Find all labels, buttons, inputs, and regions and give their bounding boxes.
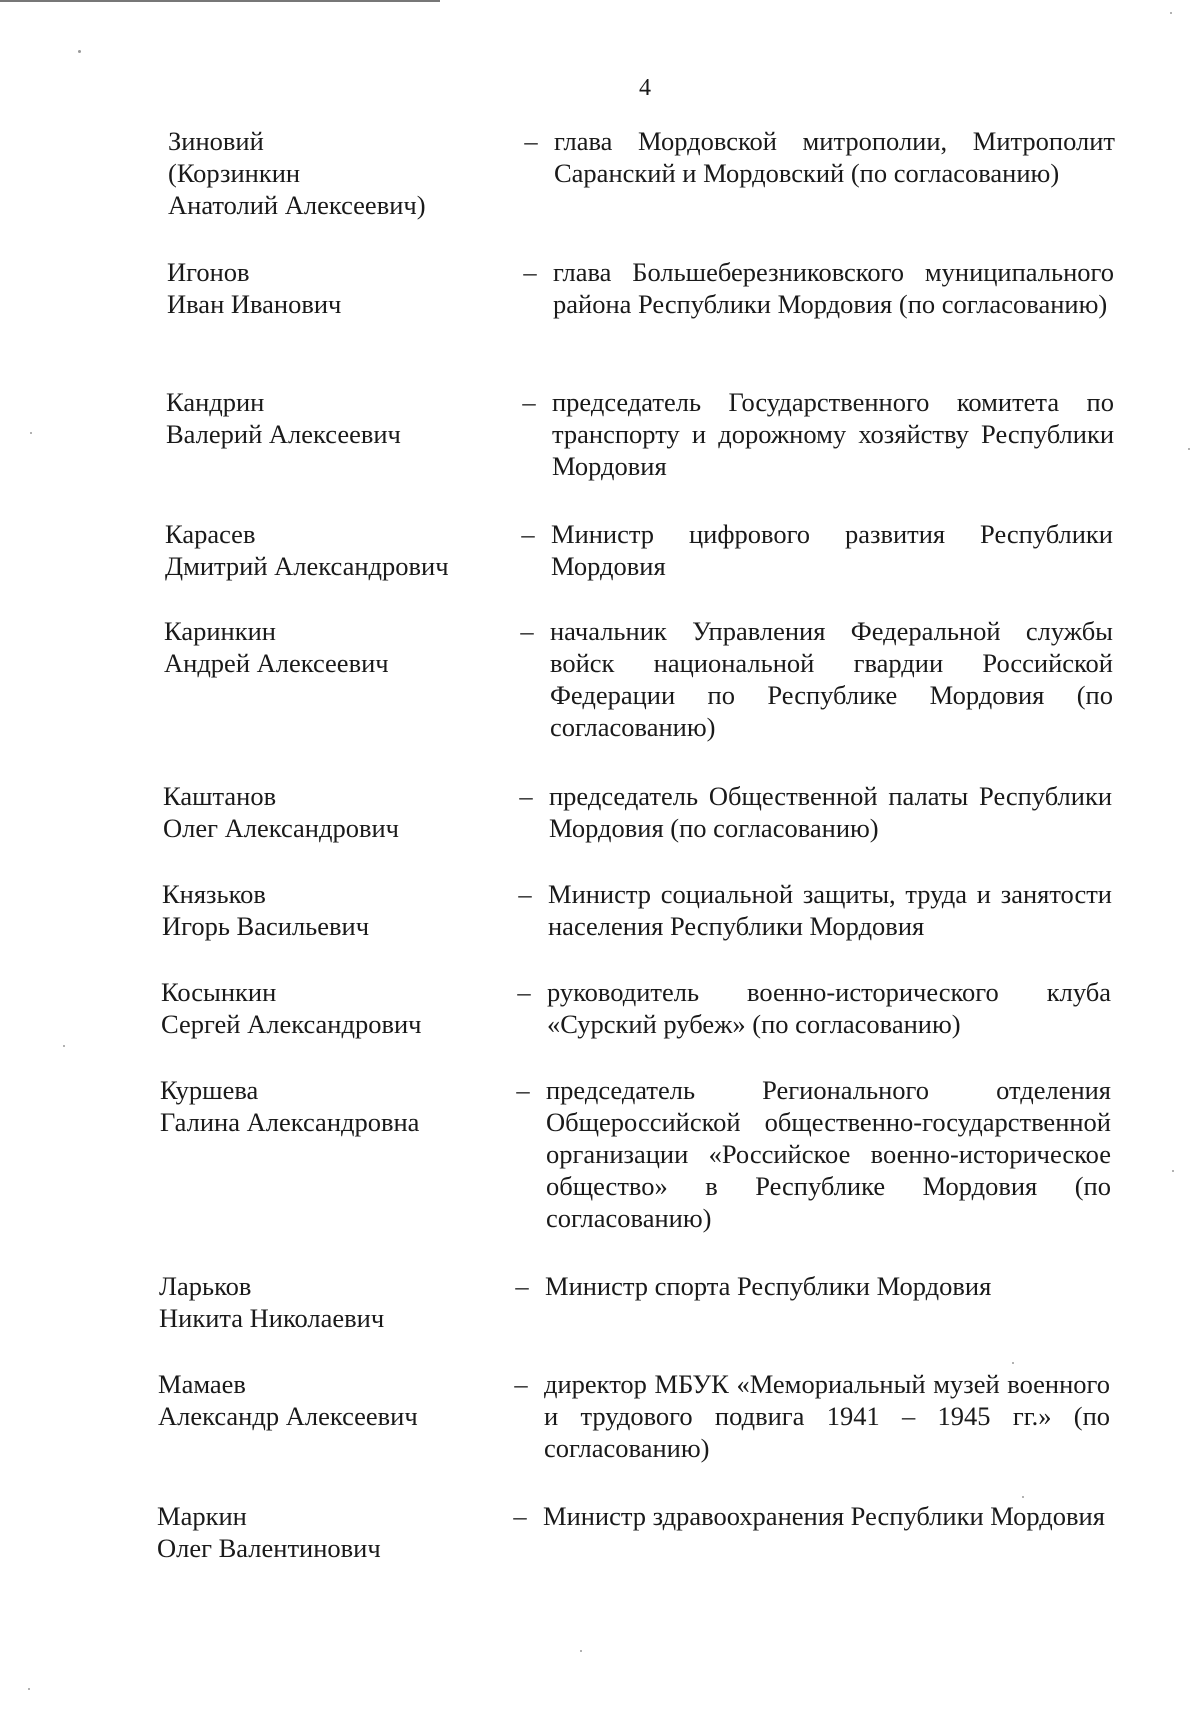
- member-role: председатель Общественной палаты Республики Мордовия (по согласованию): [549, 781, 1112, 843]
- member-name: [160, 1074, 490, 1138]
- member-name: [158, 1368, 488, 1432]
- member-role: Министр социальной защиты, труда и занятости населения Республики Мордовия: [548, 879, 1112, 941]
- scan-speck: [1022, 1496, 1024, 1498]
- member-name: [164, 615, 494, 679]
- member-role: руководитель военно-исторического клуба «Сурский рубеж» (по согласованию): [547, 977, 1111, 1039]
- member-role: председатель Регионального отделения Общероссийской общественно-государственной организации «Российское военно-историческое общество» в Республике Мордовия (по согласованию): [546, 1075, 1111, 1233]
- member-name-line: Никита Николаевич: [159, 1303, 385, 1333]
- scan-speck: [28, 1688, 30, 1690]
- member-name: [165, 518, 495, 582]
- dash-separator: –: [513, 1501, 527, 1531]
- dash-separator: –: [517, 977, 531, 1007]
- member-name-line: Галина Александровна: [160, 1107, 420, 1137]
- member-role: начальник Управления Федеральной службы войск национальной гвардии Российской Федерации по Республике Мордовия (по согласованию): [550, 616, 1113, 742]
- scan-speck: [78, 50, 81, 53]
- member-name-line: Куршева: [160, 1075, 259, 1105]
- dash-separator: –: [520, 616, 534, 646]
- member-role: председатель Государственного комитета по транспорту и дорожному хозяйству Республики Мордовия: [552, 387, 1114, 481]
- member-name-line: Князьков: [162, 879, 266, 909]
- dash-separator: –: [524, 126, 538, 156]
- member-name-line: Олег Валентинович: [157, 1533, 381, 1563]
- dash-separator: –: [522, 387, 536, 417]
- member-name: [163, 780, 493, 844]
- member-name: [157, 1500, 487, 1564]
- member-name: [159, 1270, 489, 1334]
- member-name-line: Каринкин: [164, 616, 276, 646]
- member-name-line: (Корзинкин: [168, 158, 301, 188]
- member-name-line: Мамаев: [158, 1369, 246, 1399]
- member-name-line: Валерий Алексеевич: [166, 419, 401, 449]
- dash-separator: –: [516, 1075, 530, 1105]
- member-role: Министр здравоохранения Республики Мордовия: [543, 1501, 1105, 1531]
- dash-separator: –: [519, 781, 533, 811]
- page-number: 4: [639, 75, 651, 101]
- member-name-line: Игонов: [167, 257, 250, 287]
- member-role: Министр спорта Республики Мордовия: [545, 1271, 992, 1301]
- member-name-line: Дмитрий Александрович: [165, 551, 449, 581]
- member-name-line: Косынкин: [161, 977, 277, 1007]
- scan-speck: [580, 1650, 582, 1652]
- member-name-line: Ларьков: [159, 1271, 252, 1301]
- member-name-line: Зиновий: [168, 126, 264, 156]
- member-name-line: Маркин: [157, 1501, 247, 1531]
- member-name-line: Александр Алексеевич: [158, 1401, 418, 1431]
- member-name-line: Игорь Васильевич: [162, 911, 370, 941]
- member-role: глава Большеберезниковского муниципального района Республики Мордовия (по согласованию): [553, 257, 1114, 319]
- member-role: директор МБУК «Мемориальный музей военного и трудового подвига 1941 – 1945 гг.» (по согласованию): [544, 1369, 1110, 1463]
- member-role: Министр цифрового развития Республики Мордовия: [551, 519, 1113, 581]
- member-name: [162, 878, 492, 942]
- scan-speck: [30, 432, 32, 434]
- dash-separator: –: [518, 879, 532, 909]
- scan-speck: [1188, 448, 1190, 450]
- member-name-line: Кандрин: [166, 387, 265, 417]
- dash-separator: –: [521, 519, 535, 549]
- member-name-line: Андрей Алексеевич: [164, 648, 389, 678]
- member-name-line: Сергей Александрович: [161, 1009, 422, 1039]
- member-role: глава Мордовской митрополии, Митрополит Саранский и Мордовский (по согласованию): [554, 126, 1115, 188]
- member-name-line: Анатолий Алексеевич): [168, 190, 426, 220]
- member-name: [167, 256, 497, 320]
- scan-speck: [1012, 1362, 1014, 1364]
- member-name-line: Олег Александрович: [163, 813, 399, 843]
- scan-speck: [1172, 1170, 1174, 1172]
- scan-speck: [63, 1045, 65, 1047]
- scan-speck: [1170, 12, 1172, 14]
- member-name: [166, 386, 496, 450]
- member-name: [168, 125, 498, 221]
- scan-top-border: [0, 0, 440, 2]
- member-name-line: Карасев: [165, 519, 256, 549]
- member-name: [161, 976, 491, 1040]
- member-name-line: Иван Иванович: [167, 289, 342, 319]
- dash-separator: –: [515, 1271, 529, 1301]
- member-name-line: Каштанов: [163, 781, 277, 811]
- dash-separator: –: [523, 257, 537, 287]
- dash-separator: –: [514, 1369, 528, 1399]
